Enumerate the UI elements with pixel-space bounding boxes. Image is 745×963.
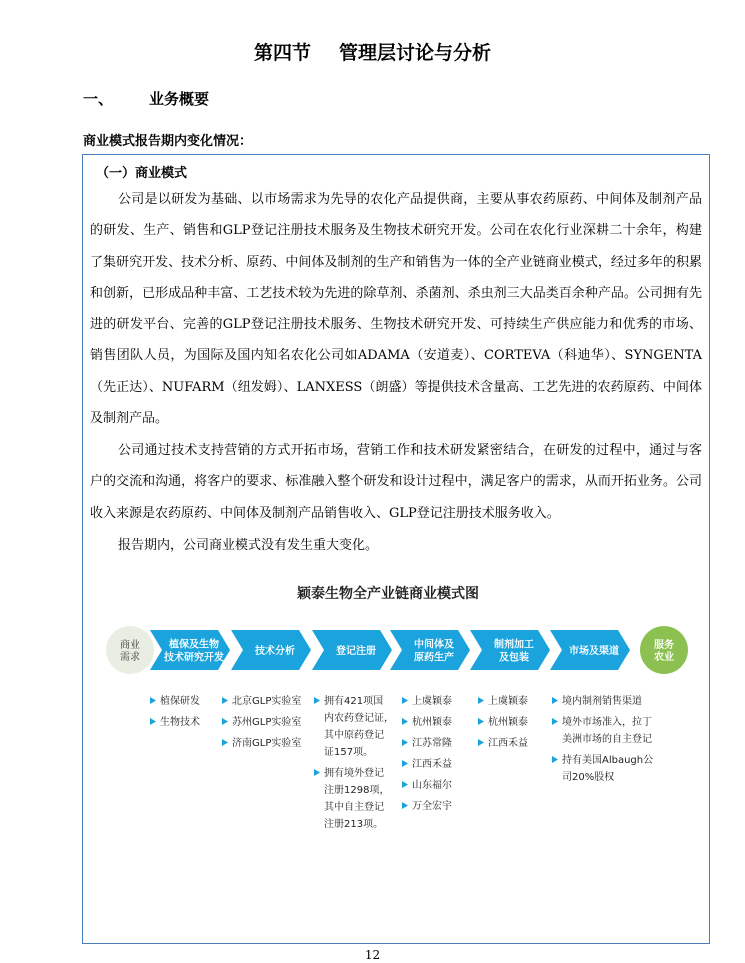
process-step-label: 中间体及原药生产 [414,639,454,664]
list-item: 生物技术 [160,717,200,728]
list-item: 济南GLP实验室 [232,738,302,749]
list-item: 其中原药登记 [324,730,384,741]
list-item: 植保研发 [160,696,200,707]
list-item: 江西禾益 [412,759,452,770]
section-number: 第四节 [253,42,311,64]
bullet-icon [552,697,558,704]
bullet-icon [402,781,408,788]
list-item: 杭州颖泰 [412,717,452,728]
box-heading: （一）商业模式 [96,166,188,181]
diagram-canvas [106,578,696,858]
bullet-icon [552,718,558,725]
bullet-icon [552,756,558,763]
heading-title: 业务概要 [149,90,210,108]
list-item: 证157项。 [324,747,374,758]
bullet-icon [314,769,320,776]
subheading: 商业模式报告期内变化情况： [83,134,253,149]
list-item: 注册213项。 [324,819,384,830]
bullet-icon [478,697,484,704]
list-item: 美洲市场的自主登记 [562,734,652,745]
list-item: 内农药登记证， [324,713,394,724]
process-step-label: 技术分析 [255,646,295,657]
list-item: 境内制剂销售渠道 [562,696,642,707]
heading-business-overview [83,88,209,109]
list-item: 江苏常隆 [412,738,452,749]
bullet-icon [222,739,228,746]
bullet-icon [150,697,156,704]
list-item: 山东福尔 [412,780,452,791]
list-item: 江西禾益 [488,738,528,749]
list-item: 上虞颖泰 [412,696,452,707]
bullet-icon [402,802,408,809]
process-step-label: 市场及渠道 [569,646,619,657]
heading-number: 一、 [83,90,114,108]
list-item: 境外市场准入，拉丁 [562,717,652,728]
list-item: 持有美国Albaugh公 [562,755,654,766]
business-model-diagram [106,578,696,858]
section-name: 管理层讨论与分析 [339,42,492,64]
bullet-icon [402,739,408,746]
section-title [0,38,745,65]
paragraph-2: 公司通过技术支持营销的方式开拓市场，营销工作和技术研发紧密结合，在研发的过程中，通过与客户的交流和沟通，将客户的要求、标准融入整个研发和设计过程中，满足客户的需求，从而开拓业务。公司收入来源是农药原药、中间体及制剂产品销售收入、GLP登记注册技术服务收入。 [90,443,702,521]
process-step-label: 制剂加工及包装 [494,639,534,664]
list-item: 司20%股权 [562,772,615,783]
list-item: 拥有境外登记 [324,768,384,779]
bullet-icon [314,697,320,704]
list-item: 北京GLP实验室 [232,696,302,707]
list-item: 拥有421项国 [324,696,384,707]
page-number: 12 [364,948,381,962]
list-item: 苏州GLP实验室 [232,717,302,728]
bullet-icon [222,718,228,725]
list-item: 上虞颖泰 [488,696,528,707]
list-item: 其中自主登记 [324,802,384,813]
list-item: 万全宏宇 [412,801,452,812]
end-circle-label: 服务农业 [654,640,674,663]
bullet-icon [150,718,156,725]
process-step-label: 登记注册 [336,646,376,657]
start-circle-label: 商业需求 [120,640,140,663]
bullet-icon [478,718,484,725]
list-item: 杭州颖泰 [488,717,528,728]
bullet-icon [402,718,408,725]
paragraph-1: 公司是以研发为基础、以市场需求为先导的农化产品提供商，主要从事农药原药、中间体及制剂产品的研发、生产、销售和GLP登记注册技术服务及生物技术研究开发。公司在农化行业深耕二十余年，构建了集研究开发、技术分析、原药、中间体及制剂的生产和销售为一体的全产业链商业模式，经过多年的积累和创新，已形成品种丰富、工艺技术较为先进的除草剂、杀菌剂、杀虫剂三大品类百余种产品。公司拥有先进的研发平台、完善的GLP登记注册技术服务、生物技术研究开发、可持续生产供应能力和优秀的市场、销售团队人员，为国际及国内知名农化公司如ADAMA（安道麦）、CORTEVA（科迪华）、SYNGENTA（先正达）、NUFARM（纽发姆）、LANXESS（朗盛）等提供技术含量高、工艺先进的农药原药、中间体及制剂产品。 [90,192,702,427]
bullet-icon [402,760,408,767]
bullet-icon [402,697,408,704]
list-item: 注册1298项， [324,785,390,796]
process-step-label: 植保及生物技术研究开发 [164,639,224,664]
diagram-title: 颖泰生物全产业链商业模式图 [297,586,479,602]
bullet-icon [478,739,484,746]
paragraph-3: 报告期内，公司商业模式没有发生重大变化。 [118,538,379,553]
bullet-icon [222,697,228,704]
